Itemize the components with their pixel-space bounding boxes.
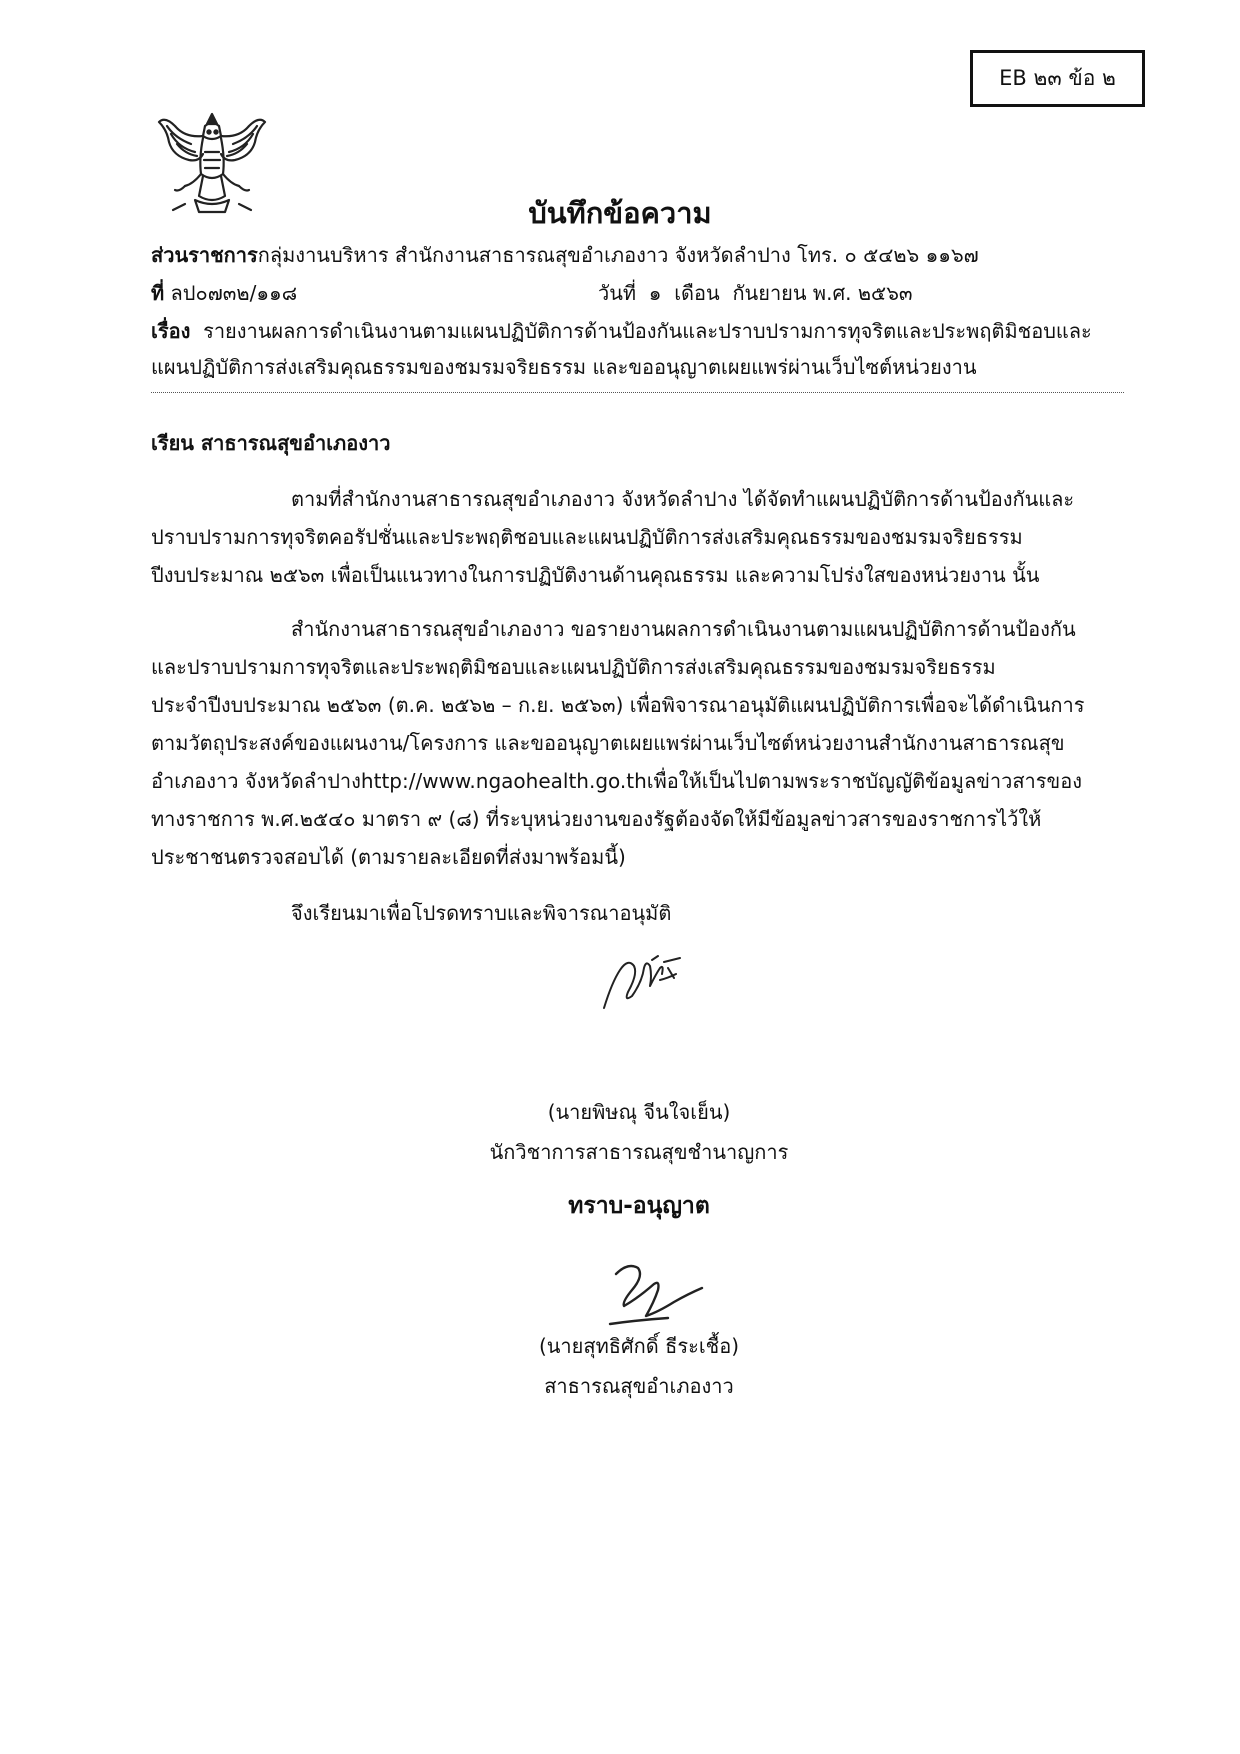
approval-text: ทราบ-อนุญาต (568, 1193, 710, 1219)
agency-line (151, 238, 979, 272)
salutation: เรียน สาธารณสุขอำเภองาว (151, 431, 391, 455)
subject-text-1: รายงานผลการดำเนินงานตามแผนปฏิบัติการด้านป้องกันและปราบปรามการทุจริตและประพฤติมิชอบและ (190, 319, 1092, 343)
reference-box (970, 50, 1145, 107)
signer-1-position: นักวิชาการสาธารณสุขชำนาญการ (489, 1140, 789, 1164)
paragraph-line: ตามที่สำนักงานสาธารณสุขอำเภองาว จังหวัดลำปาง ได้จัดทำแผนปฏิบัติการด้านป้องกันและ (291, 487, 1075, 511)
reference-line (151, 276, 297, 310)
subject-line-1 (151, 314, 1092, 348)
reference-label: ที่ (151, 281, 165, 305)
reference-code: EB ๒๓ ข้อ ๒ (999, 66, 1116, 90)
paragraph-line: ประจำปีงบประมาณ ๒๕๖๓ (ต.ค. ๒๕๖๒ – ก.ย. ๒๕๖๓) เพื่อพิจารณาอนุมัติแผนปฏิบัติการเพื่อจะได้ดำเนินการ (151, 693, 1085, 717)
page-title: บันทึกข้อความ (528, 196, 712, 230)
body-paragraph-2 (151, 610, 1126, 876)
paragraph-line: อำเภองาว จังหวัดลำปางhttp://www.ngaohealth.go.thเพื่อให้เป็นไปตามพระราชบัญญัติข้อมูลข่าวสารของ (151, 769, 1082, 793)
body-paragraph-1 (151, 480, 1126, 594)
paragraph-line: ทางราชการ พ.ศ.๒๕๔๐ มาตรา ๙ (๘) ที่ระบุหน่วยงานของรัฐต้องจัดให้มีข้อมูลข่าวสารของราชการไว้ให้ (151, 807, 1042, 831)
paragraph-line: ปราบปรามการทุจริตคอรัปชั่นและประพฤติชอบและแผนปฏิบัติการส่งเสริมคุณธรรมของชมรมจริยธรรม (151, 525, 1023, 549)
date-label: วันที่ (598, 281, 637, 305)
paragraph-line: และปราบปรามการทุจริตและประพฤติมิชอบและแผนปฏิบัติการส่งเสริมคุณธรรมของชมรมจริยธรรม (151, 655, 996, 679)
paragraph-line: ปีงบประมาณ ๒๕๖๓ เพื่อเป็นแนวทางในการปฏิบัติงานด้านคุณธรรม และความโปร่งใสของหน่วยงาน นั้น (151, 563, 1040, 587)
reference-value: ลป๐๗๓๒/๑๑๘ (164, 281, 298, 305)
signer-1-name: (นายพิษณุ จีนใจเย็น) (547, 1100, 731, 1124)
subject-label: เรื่อง (151, 319, 191, 343)
date-line (598, 276, 913, 310)
subject-line-2 (151, 350, 977, 384)
agency-value: กลุ่มงานบริหาร สำนักงานสาธารณสุขอำเภองาว จังหวัดลำปาง โทร. ๐ ๕๔๒๖ ๑๑๖๗ (257, 243, 979, 267)
paragraph-line: ประชาชนตรวจสอบได้ (ตามรายละเอียดที่ส่งมาพร้อมนี้) (151, 845, 626, 869)
closing-line: จึงเรียนมาเพื่อโปรดทราบและพิจารณาอนุมัติ (291, 901, 672, 925)
signature-2 (598, 1258, 708, 1332)
signer-2-name: (นายสุทธิศักดิ์ ธีระเชื้อ) (538, 1334, 740, 1358)
agency-label: ส่วนราชการ (151, 243, 258, 267)
signer-2-position: สาธารณสุขอำเภองาว (544, 1374, 734, 1398)
divider (151, 392, 1124, 393)
paragraph-line: สำนักงานสาธารณสุขอำเภองาว ขอรายงานผลการดำเนินงานตามแผนปฏิบัติการด้านป้องกัน (291, 617, 1076, 641)
signature-1 (598, 952, 690, 1014)
date-value: ๑ เดือน กันยายน พ.ศ. ๒๕๖๓ (636, 281, 913, 305)
paragraph-line: ตามวัตถุประสงค์ของแผนงาน/โครงการ และขออนุญาตเผยแพร่ผ่านเว็บไซต์หน่วยงานสำนักงานสาธารณสุข (151, 731, 1065, 755)
subject-text-2: แผนปฏิบัติการส่งเสริมคุณธรรมของชมรมจริยธรรม และขออนุญาตเผยแพร่ผ่านเว็บไซต์หน่วยงาน (151, 355, 977, 379)
